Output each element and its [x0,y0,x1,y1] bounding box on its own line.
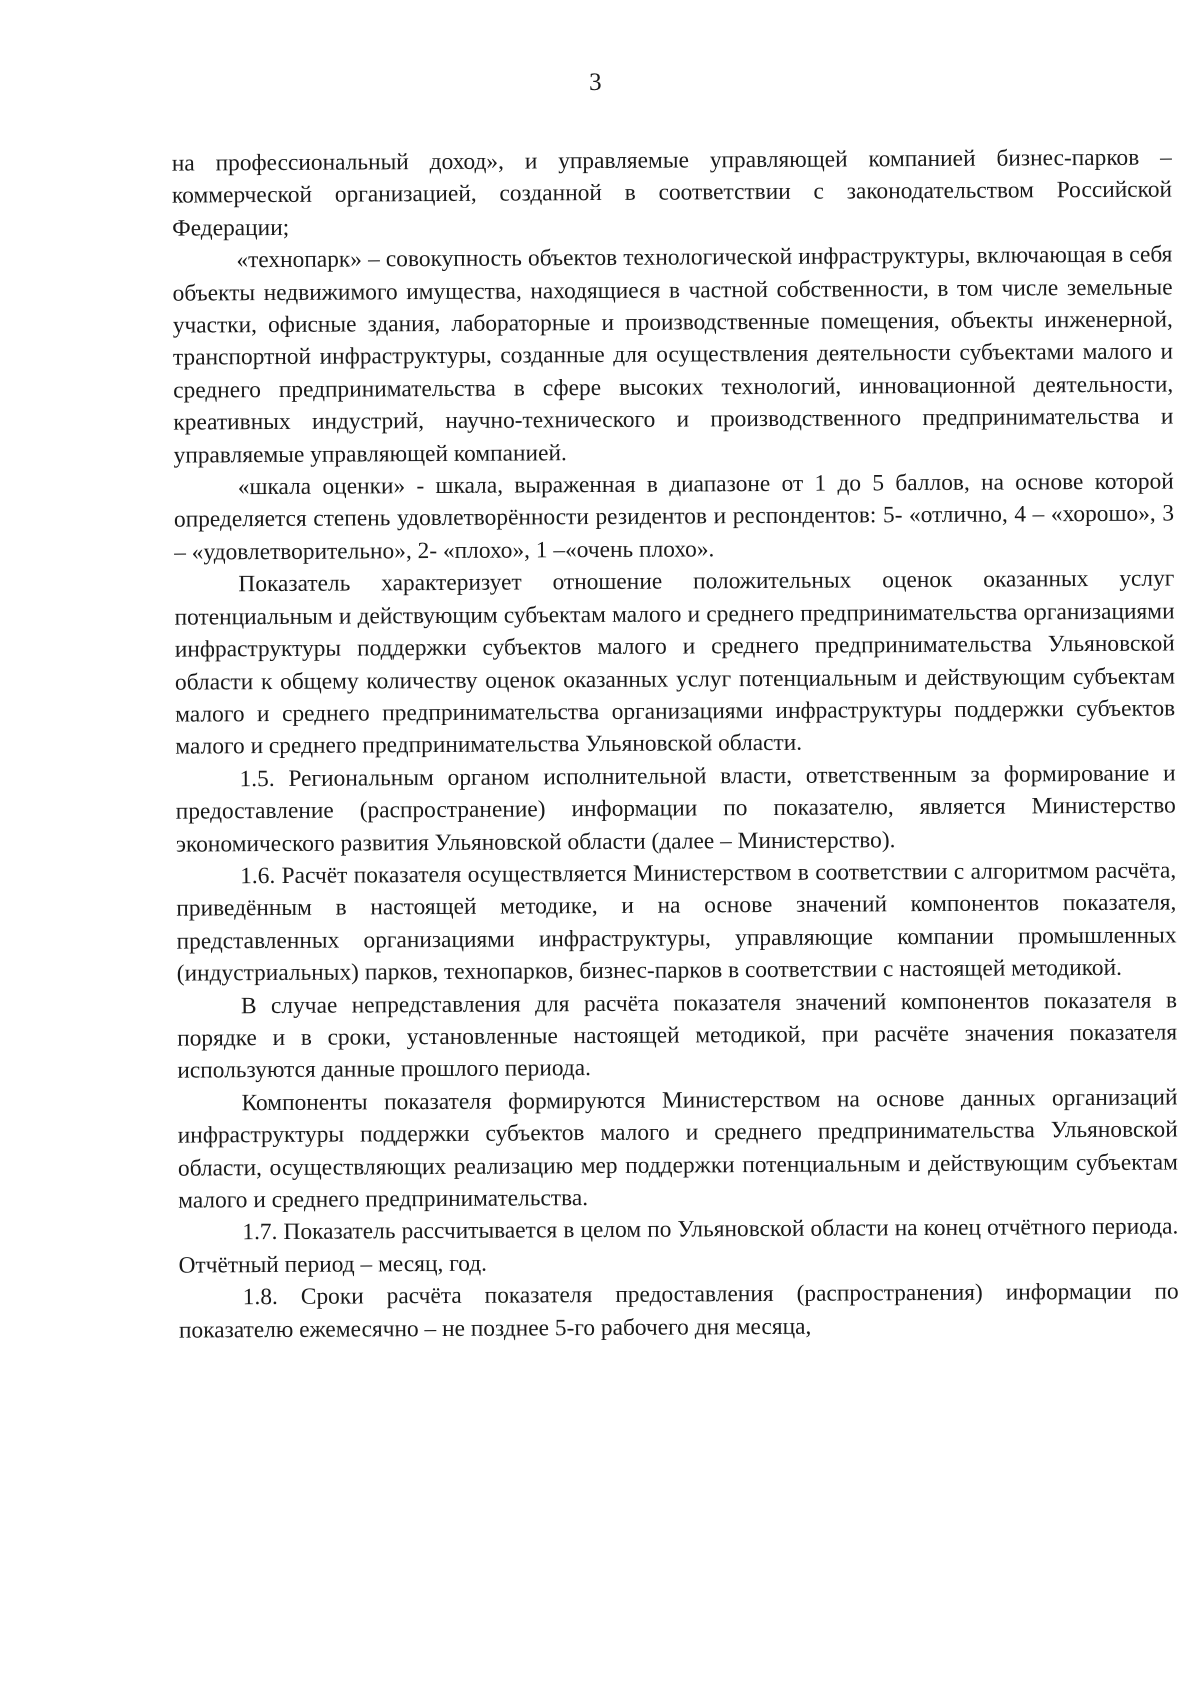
paragraph-section-1-5: 1.5. Региональным органом исполнительной власти, ответственным за формирование и предоставление (распространение) информации по показателю, является Министерство экономического развития Ульяновской области (далее – Министерство). [175,760,1176,858]
paragraph-section-1-6: 1.6. Расчёт показателя осуществляется Министерством в соответствии с алгоритмом расчёта, приведённым в настоящей методике, и на основе значений компонентов показателя, представленных организациями инфраструктуры, управляющие компании промышленных (индустриальных) парков, технопарков, бизнес-парков в соответствии с настоящей методикой. [176,857,1177,987]
paragraph-indicator-description: Показатель характеризует отношение положительных оценок оказанных услуг потенциальным и действующим субъектам малого и среднего предпринимательства организациями инфраструктуры поддержки субъектов малого и среднего предпринимательства Ульяновской области к общему количеству оценок оказанных услуг потенциальным и действующим субъектам малого и среднего предпринимательства организациями инфраструктуры поддержки субъектов малого и среднего предпринимательства Ульяновской области. [174,565,1176,760]
paragraph-missing-data-rule: В случае непредставления для расчёта показателя значений компонентов показателя в порядке и в сроки, установленные настоящей методикой, при расчёте значения показателя используются данные прошлого периода. [177,987,1178,1084]
paragraph-rating-scale-definition: «шкала оценки» - шкала, выраженная в диапазоне от 1 до 5 баллов, на основе которой определяется степень удовлетворённости резидентов и респондентов: 5- «отлично, 4 – «хорошо», 3 – «удовлетворительно», 2- «плохо», 1 –«очень плохо». [173,468,1175,566]
paragraph-business-park-continuation: на профессиональный доход», и управляемые управляющей компанией бизнес-парков – коммерческой организацией, созданной в соответствии с законодательством Российской Федерации; [171,144,1173,242]
document-body [172,141,1179,1346]
paragraph-section-1-8: 1.8. Сроки расчёта показателя предоставления (распространения) информации по показателю ежемесячно – не позднее 5-го рабочего дня месяца, [178,1278,1179,1344]
page-number: 3 [588,68,602,97]
paragraph-indicator-components: Компоненты показателя формируются Министерством на основе данных организаций инфраструктуры поддержки субъектов малого и среднего предпринимательства Ульяновской области, осуществляющих реализацию мер поддержки потенциальным и действующим субъектам малого и среднего предпринимательства. [177,1084,1179,1214]
paragraph-section-1-7: 1.7. Показатель рассчитывается в целом по Ульяновской области на конец отчётного периода. Отчётный период – месяц, год. [178,1213,1179,1279]
paragraph-technopark-definition: «технопарк» – совокупность объектов технологической инфраструктуры, включающая в себя объекты недвижимого имущества, находящиеся в частной собственности, в том числе земельные участки, офисные здания, лабораторные и производственные помещения, объекты инженерной, транспортной инфраструктуры, созданные для осуществления деятельности субъектами малого и среднего предпринимательства в сфере высоких технологий, инновационной деятельности, креативных индустрий, научно-технического и производственного предпринимательства и управляемые управляющей компанией. [172,241,1174,469]
